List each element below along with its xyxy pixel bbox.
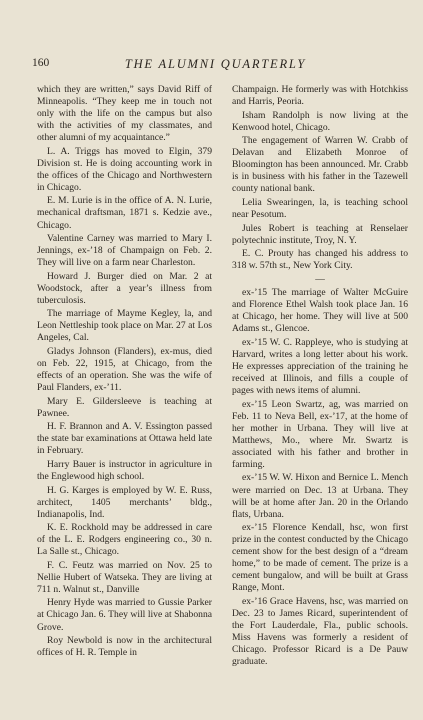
- paragraph: Valentine Carney was married to Mary I. Jennings, ex-’18 of Champaign on Feb. 2. They will live on a farm near Charleston.: [37, 233, 212, 269]
- paragraph: Champaign. He formerly was with Hotchkiss and Harris, Peoria.: [232, 84, 408, 108]
- paragraph: Henry Hyde was married to Gussie Parker at Chicago Jan. 6. They will live at Shabonna Grove.: [37, 597, 212, 633]
- paragraph: ex-’15 W. W. Hixon and Bernice L. Mench were married on Dec. 13 at Urbana. They will be at home after Jan. 20 in the Orlando flats, Urbana.: [232, 472, 408, 520]
- paragraph: K. E. Rockhold may be addressed in care of the L. E. Rodgers engineering co., 30 n. La Salle st., Chicago.: [37, 522, 212, 558]
- running-title: THE ALUMNI QUARTERLY: [124, 57, 307, 71]
- right-column: [232, 84, 408, 670]
- paragraph: Roy Newbold is now in the architectural offices of H. R. Temple in: [37, 635, 212, 659]
- paragraph: Harry Bauer is instructor in agriculture in the Englewood high school.: [37, 458, 212, 482]
- paragraph: Isham Randolph is now living at the Kenwood hotel, Chicago.: [232, 109, 408, 133]
- paragraph: Gladys Johnson (Flanders), ex-mus, died on Feb. 22, 1915, at Chicago, from the effects of an operation. She was the wife of Paul Flanders, ex-’11.: [37, 345, 212, 394]
- paragraph: ex-’15 Leon Swartz, ag, was married on Feb. 11 to Neva Bell, ex-’17, at the home of her mother in Urbana. They will live at Matthews, Mo., where Mr. Swartz is associated with his father and brother in farming.: [232, 398, 408, 470]
- paragraph: E. M. Lurie is in the office of A. N. Lurie, mechanical draftsman, 1871 s. Kedzie ave., Chicago.: [37, 195, 212, 231]
- section-divider: —: [315, 274, 325, 286]
- paragraph: H. F. Brannon and A. V. Essington passed the state bar examinations at Ottawa held late in February.: [37, 421, 212, 457]
- paragraph: ex-’15 The marriage of Walter McGuire and Florence Ethel Walsh took place Jan. 16 at Chicago, her home. They will live at 500 Adams st., Glencoe.: [232, 287, 408, 335]
- paragraph: E. C. Prouty has changed his address to 318 w. 57th st., New York City.: [232, 248, 408, 272]
- paragraph: ex-’15 Florence Kendall, hsc, won first prize in the contest conducted by the Chicago cement show for the best design of a “dream home,” to be made of cement. The prize is a cement bungalow, and will be built at Grass Range, Mont.: [232, 522, 408, 594]
- paragraph: Jules Robert is teaching at Renselaer polytechnic institute, Troy, N. Y.: [232, 222, 408, 246]
- paragraph: The marriage of Mayme Kegley, la, and Leon Nettleship took place on Mar. 27 at Los Angeles, Cal.: [37, 308, 212, 344]
- left-column: [37, 84, 212, 661]
- paragraph: Lelia Swearingen, la, is teaching school near Pesotum.: [232, 196, 408, 220]
- paragraph: ex-’15 W. C. Rappleye, who is studying at Harvard, writes a long letter about his work. He expresses appreciation of the training he received at Illinois, and fills a couple of pages with news items of alumni.: [232, 336, 408, 397]
- paragraph: L. A. Triggs has moved to Elgin, 379 Division st. He is doing accounting work in the offices of the Chicago and Northwestern in Chicago.: [37, 145, 212, 193]
- paragraph: Howard J. Burger died on Mar. 2 at Woodstock, after a year’s illness from tuberculosis.: [37, 270, 212, 306]
- paragraph: F. C. Feutz was married on Nov. 25 to Nellie Hubert of Watseka. They are living at 711 n. Walnut st., Danville: [37, 559, 212, 595]
- paragraph: The engagement of Warren W. Crabb of Delavan and Elizabeth Monroe of Bloomington has been announced. Mr. Crabb is in business with his father in the Tazewell county national bank.: [232, 135, 408, 195]
- paragraph: which they are written,” says David Riff of Minneapolis. “They keep me in touch not only with the life on the campus but also with the activities of my classmates, and other alumni of my acquaintance.”: [37, 84, 212, 144]
- page-header: [32, 57, 399, 73]
- paragraph: H. G. Karges is employed by W. E. Russ, architect, 1405 merchants’ bldg., Indianapolis, Ind.: [37, 484, 212, 520]
- paragraph: Mary E. Gildersleeve is teaching at Pawnee.: [37, 395, 212, 419]
- page-number: 160: [32, 57, 50, 69]
- paragraph: ex-’16 Grace Havens, hsc, was married on Dec. 23 to James Ricard, superintendent of the Fort Lauderdale, Fla., public schools. Miss Havens was formerly a resident of Chicago. Professor Ricard is a De Pauw graduate.: [232, 595, 408, 668]
